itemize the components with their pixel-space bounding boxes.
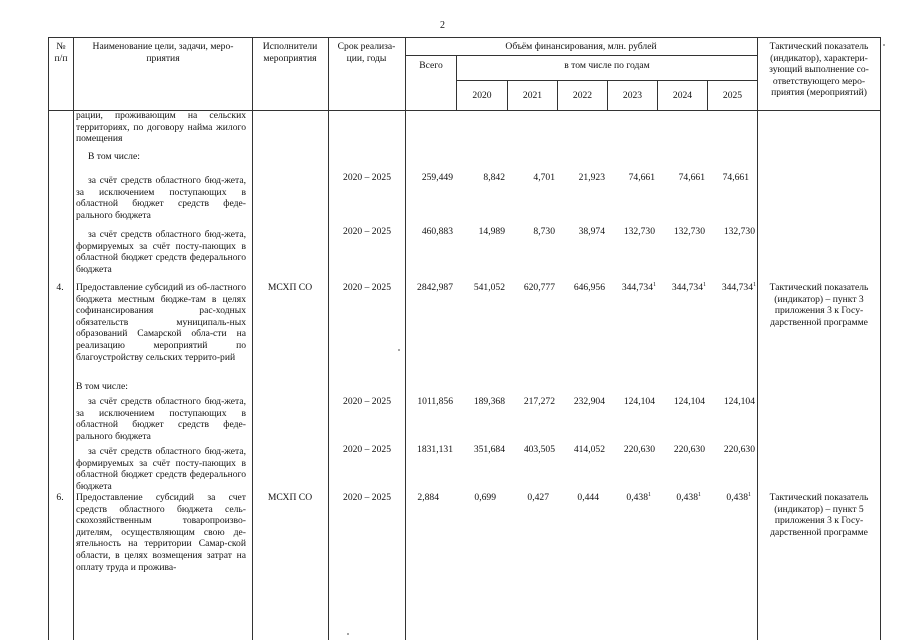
value: 344,734 xyxy=(621,282,653,293)
value: 344,734 xyxy=(721,282,753,293)
row-total: 1831,131 xyxy=(417,444,453,455)
row-year-2020: 351,684 xyxy=(473,444,505,455)
row-name: за счёт средств областного бюд-жета, за исключением поступающих в областной бюджет средств феде-рального бюджета xyxy=(76,175,246,221)
header-year-2024: 2024 xyxy=(672,90,693,101)
row-name: В том числе: xyxy=(88,151,140,162)
col-border-right xyxy=(880,37,881,640)
row-year-2020: 8,842 xyxy=(483,172,505,183)
financing-divider xyxy=(405,55,757,56)
value: 0,438 xyxy=(626,492,648,503)
row-indicator: Тактический показатель (индикатор) – пункт 5 приложения 3 к Госу-дарственной программе xyxy=(769,492,869,538)
footnote-mark: 1 xyxy=(698,492,701,498)
header-name: Наименование цели, задачи, меро- приятия xyxy=(92,41,234,64)
row-name: В том числе: xyxy=(76,381,128,392)
row-year-2021: 620,777 xyxy=(523,282,555,293)
header-executors: Исполнители мероприятия xyxy=(262,41,318,64)
scan-speck xyxy=(883,44,885,46)
row-number: 4. xyxy=(56,282,64,293)
row-year-2023 xyxy=(608,492,651,504)
footnote-mark: 1 xyxy=(648,492,651,498)
row-total: 2842,987 xyxy=(417,282,453,293)
row-year-2021: 4,701 xyxy=(533,172,555,183)
row-year-2024: 220,630 xyxy=(673,444,705,455)
row-name: рации, проживающим на сельских территориях, по договору найма жилого помещения xyxy=(76,110,246,145)
row-year-2025: 124,104 xyxy=(723,396,755,407)
header-year-2023: 2023 xyxy=(622,90,643,101)
row-year-2023: 220,630 xyxy=(623,444,655,455)
row-year-2022: 414,052 xyxy=(573,444,605,455)
footnote-mark: 1 xyxy=(653,282,656,288)
header-year-2022: 2022 xyxy=(572,90,593,101)
row-year-2021: 0,427 xyxy=(527,492,549,503)
header-year-2021: 2021 xyxy=(522,90,543,101)
scan-speck xyxy=(398,349,400,351)
row-name: за счёт средств областного бюд-жета, за исключением поступающих в областной бюджет средств феде-рального бюджета xyxy=(76,396,246,442)
col-border-period xyxy=(405,37,406,640)
row-name: за счёт средств областного бюд-жета, формируемых за счёт посту-пающих в областной бюджет средств федерального бюджета xyxy=(76,446,246,492)
row-period: 2020 – 2025 xyxy=(343,444,391,455)
row-year-2025 xyxy=(708,492,751,504)
header-total: Всего xyxy=(419,60,443,71)
row-period: 2020 – 2025 xyxy=(343,282,391,293)
col-border-name xyxy=(252,37,253,640)
row-year-2024: 124,104 xyxy=(673,396,705,407)
row-year-2022: 38,974 xyxy=(578,226,605,237)
col-border-no xyxy=(73,37,74,640)
row-total: 1011,856 xyxy=(417,396,453,407)
row-year-2023: 132,730 xyxy=(623,226,655,237)
value: 344,734 xyxy=(671,282,703,293)
page-number: 2 xyxy=(440,20,445,31)
row-year-2020: 189,368 xyxy=(473,396,505,407)
header-year-2025: 2025 xyxy=(722,90,743,101)
row-year-2025: 220,630 xyxy=(723,444,755,455)
row-year-2024: 132,730 xyxy=(673,226,705,237)
row-year-2020: 14,989 xyxy=(478,226,505,237)
row-year-2021: 403,505 xyxy=(523,444,555,455)
row-total: 2,884 xyxy=(417,492,439,503)
row-year-2023 xyxy=(608,282,656,294)
row-total: 460,883 xyxy=(421,226,453,237)
header-no: № п/п xyxy=(54,41,68,64)
row-name: за счёт средств областного бюд-жета, формируемых за счёт посту-пающих в областной бюджет средств федерального бюджета xyxy=(76,229,246,275)
row-year-2024: 74,661 xyxy=(678,172,705,183)
footnote-mark: 1 xyxy=(753,282,756,288)
scan-speck xyxy=(347,633,349,635)
header-financing: Объём финансирования, млн. рублей xyxy=(505,41,657,52)
row-name: Предоставление субсидий из об-ластного бюджета местным бюдже-там в целях софинансирования рас-ходных обязательств муниципаль-ных образований Самарской обла-сти на реализацию мероприятий по благоустройству сельских террито-рий xyxy=(76,282,246,363)
row-year-2023: 74,661 xyxy=(628,172,655,183)
header-period: Срок реализа- ции, годы xyxy=(337,41,396,64)
row-year-2020: 541,052 xyxy=(473,282,505,293)
row-year-2025 xyxy=(708,282,756,294)
footnote-mark: 1 xyxy=(703,282,706,288)
col-border-left xyxy=(48,37,49,640)
row-executor: МСХП СО xyxy=(267,282,313,293)
col-border-executor xyxy=(328,37,329,640)
row-year-2025: 132,730 xyxy=(723,226,755,237)
row-year-2024 xyxy=(658,492,701,504)
row-year-2021: 8,730 xyxy=(533,226,555,237)
row-year-2024 xyxy=(658,282,706,294)
row-year-2020: 0,699 xyxy=(474,492,496,503)
row-executor: МСХП СО xyxy=(267,492,313,503)
header-indicator: Тактический показатель (индикатор), характери-зующий выполнение со-ответствующего меро-приятия (мероприятий) xyxy=(769,41,869,99)
header-by-years: в том числе по годам xyxy=(564,60,650,71)
table-top-border xyxy=(48,37,880,38)
footnote-mark: 1 xyxy=(748,492,751,498)
row-period: 2020 – 2025 xyxy=(343,226,391,237)
row-year-2022: 0,444 xyxy=(577,492,599,503)
row-year-2025: 74,661 xyxy=(722,172,749,183)
row-name: Предоставление субсидий за счет средств областного бюджета сель-скохозяйственным товаропроизво-дителям, осуществляющим свою де-ятельность на территории Самар-ской области, в целях возмещения затрат на оплату труда и прожива- xyxy=(76,492,246,573)
row-period: 2020 – 2025 xyxy=(343,492,391,503)
row-period: 2020 – 2025 xyxy=(343,172,391,183)
row-period: 2020 – 2025 xyxy=(343,396,391,407)
row-year-2022: 21,923 xyxy=(578,172,605,183)
value: 0,438 xyxy=(726,492,748,503)
row-indicator: Тактический показатель (индикатор) – пункт 3 приложения 3 к Госу-дарственной программе xyxy=(769,282,869,328)
col-border-financing xyxy=(757,37,758,640)
row-year-2023: 124,104 xyxy=(623,396,655,407)
row-number: 6. xyxy=(56,492,64,503)
row-total: 259,449 xyxy=(421,172,453,183)
row-year-2022: 232,904 xyxy=(573,396,605,407)
row-year-2021: 217,272 xyxy=(523,396,555,407)
header-year-2020: 2020 xyxy=(472,90,492,101)
value: 0,438 xyxy=(676,492,698,503)
row-year-2022: 646,956 xyxy=(573,282,605,293)
